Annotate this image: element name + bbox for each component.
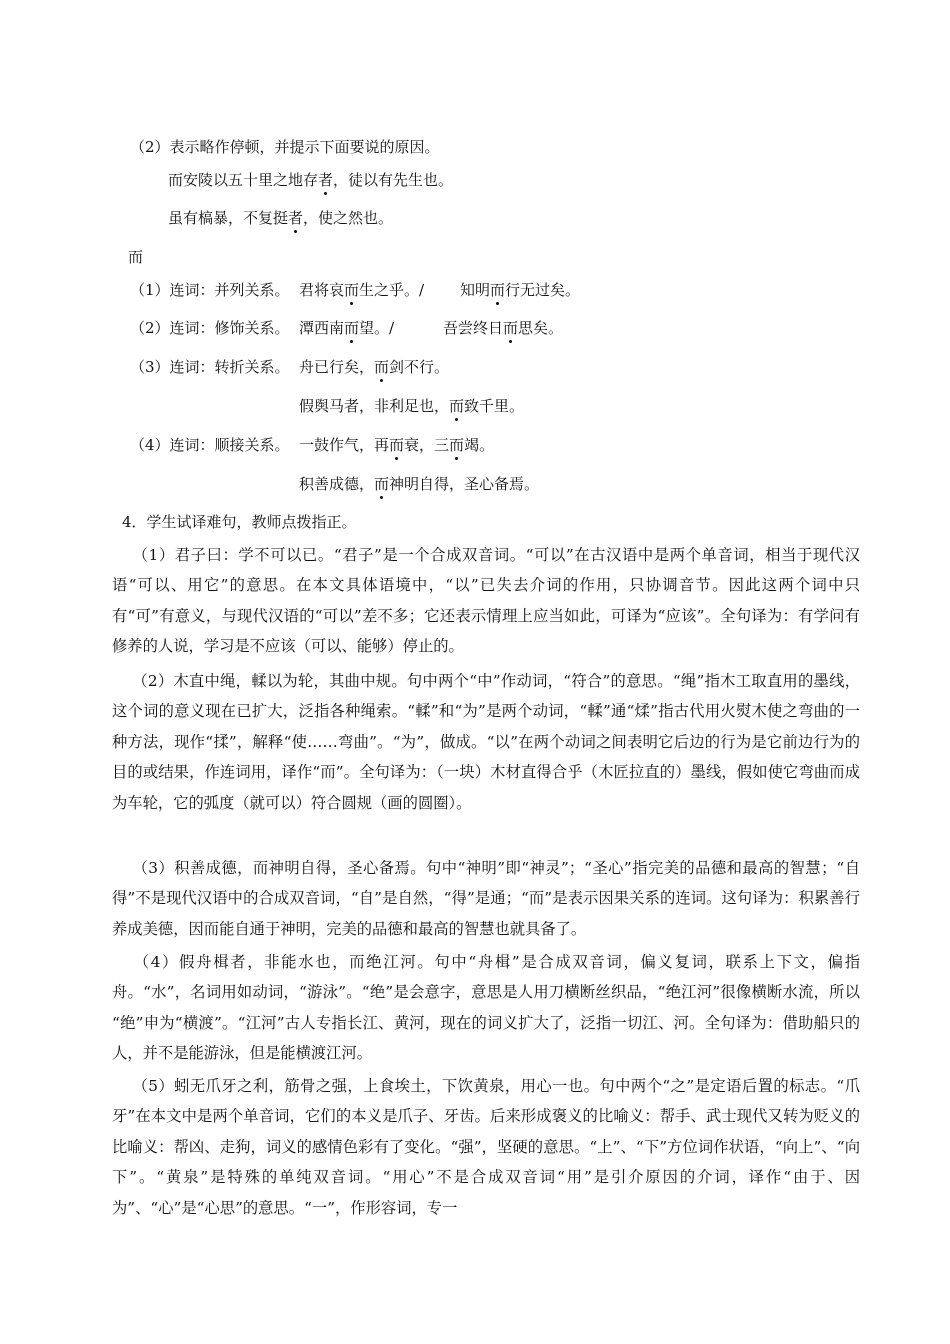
er-item3-ex2: [299, 396, 524, 416]
paragraph-text: （1）君子曰：学不可以已。“君子”是一个合成双音词。“可以”在古汉语中是两个单音词，相当于现代汉语“可以、用它”的意思。在本文具体语境中，“以”已失去介词的作用，只协调音节。因此这两个词中只有“可”有意义，与现代汉语的“可以”差不多；它还表示情理上应当如此，可译为“应该”。全句译为：有学问有修养的人说，学习是不应该（可以、能够）停止的。: [112, 546, 860, 656]
ex-text: 神明自得，圣心备焉。: [389, 475, 540, 493]
ex-text: 望。/: [359, 319, 395, 337]
zhe-ex2-pre: 虽有槁暴，不复挺: [168, 209, 289, 227]
paragraph-text: （2）木直中绳，輮以为轮，其曲中规。句中两个“中”作动词，“符合”的意思。“绳”指木工取直用的墨线，这个词的意义现在已扩大，泛指各种绳索。“輮”和“为”是两个动词，“輮”通“煣”指古代用火熨木使之弯曲的一种方法，现作“揉”，解释“使……弯曲”。“为”，做成。“以”在两个动词之间表明它后边的行为是它前边行为的目的或结果，作连词用，译作“而”。全句译为：（一块）木材直得合乎（木匠拉直的）墨线，假如使它弯曲而成为车轮，它的弧度（就可以）符合圆规（画的圆圈）。: [112, 672, 860, 812]
ex-text: 假舆马者，非利足也，: [299, 397, 450, 415]
emphasis-char: 而: [374, 475, 390, 493]
emphasis-char: 而: [344, 319, 360, 337]
zhe-ex1-post: ，徒以有先生也。: [333, 171, 454, 189]
er-item1-ex2: [460, 280, 580, 300]
er-item4-label: （4）连词：顺接关系。: [130, 436, 290, 454]
er-item3-ex1: [299, 357, 449, 377]
emphasis-char: 者: [318, 171, 334, 189]
paragraph-1: [112, 540, 860, 662]
zhe-ex2-post: ，使之然也。: [303, 209, 394, 227]
paragraph-4: [112, 947, 891, 1069]
ex-text: 竭。: [464, 436, 495, 454]
er-item3-label: （3）连词：转折关系。: [130, 358, 290, 376]
paragraph-3: [112, 853, 860, 944]
emphasis-char: 而: [374, 358, 390, 376]
er-item4-ex2: [299, 474, 539, 494]
ex-text: 舟已行矣，: [299, 358, 375, 376]
emphasis-char: 而: [389, 436, 405, 454]
er-item2-ex1: [299, 318, 394, 338]
ex-text: 衰，三: [404, 436, 450, 454]
er-item2-label: （2）连词：修饰关系。: [130, 319, 290, 337]
paragraph-text: （5）蚓无爪牙之利，筋骨之强，上食埃土，下饮黄泉，用心一也。句中两个“之”是定语后置的标志。“爪牙”在本文中是两个单音词，它们的本义是爪子、牙齿。后来形成褒义的比喻义：帮手、武士现代又转为贬义的比喻义：帮凶、走狗，词义的感情色彩有了变化。“强”，坚硬的意思。“上”、“下”方位词作状语，“向上”、“向下”。“黄泉”是特殊的单纯双音词。“用心”不是合成双音词“用”是引介原因的介词，译作“由于、因为”、“心”是“心思”的意思。“一”，作形容词，专一: [112, 1077, 860, 1217]
ex-text: 行无过矣。: [505, 281, 581, 299]
zhe-example-2: [168, 208, 393, 228]
er-heading: 而: [128, 248, 144, 266]
ex-text: 知明: [460, 281, 491, 299]
zhe-example-1: [168, 170, 453, 190]
paragraph-text: （4）假舟楫者，非能水也，而绝江河。句中“舟楫”是合成双音词，偏义复词，联系上下文，偏指舟。“水”，名词用如动词，“游泳”。“绝”是会意字，意思是人用刀横断丝织品，“绝江河”很像横断水流，所以 “绝”申为“横渡”。“江河”古人专指长江、黄河，现在的词义扩大了，泛指一切江、河。全句译为：借助船只的人，并不是能游泳，但是能横渡江河。: [112, 953, 891, 1063]
section4-heading: 4．学生试译难句，教师点拨指正。: [122, 513, 357, 531]
zhe-item2-label: （2）表示略作停顿，并提示下面要说的原因。: [130, 138, 440, 156]
er-item4-ex1: [299, 435, 494, 455]
emphasis-char: 而: [490, 281, 506, 299]
ex-text: 潭西南: [299, 319, 345, 337]
emphasis-char: 而: [344, 281, 360, 299]
er-item2-ex2: [443, 318, 563, 338]
ex-text: 生之乎。/: [359, 281, 425, 299]
paragraph-2: [112, 666, 860, 818]
er-item1-label: （1）连词：并列关系。: [130, 281, 290, 299]
emphasis-char: 而: [449, 397, 465, 415]
ex-text: 吾尝终日: [443, 319, 504, 337]
ex-text: 致千里。: [464, 397, 525, 415]
ex-text: 剑不行。: [389, 358, 450, 376]
emphasis-char: 者: [288, 209, 304, 227]
ex-text: 一鼓作气，再: [299, 436, 390, 454]
paragraph-5: [112, 1071, 860, 1223]
emphasis-char: 而: [449, 436, 465, 454]
emphasis-char: 而: [503, 319, 519, 337]
ex-text: 思矣。: [518, 319, 564, 337]
paragraph-text: （3）积善成德，而神明自得，圣心备焉。句中“神明”即“神灵”；“圣心”指完美的品德和最高的智慧；“自得”不是现代汉语中的合成双音词，“自”是自然，“得”是通；“而”是表示因果关系的连词。这句译为：积累善行养成美德，因而能自通于神明，完美的品德和最高的智慧也就具备了。: [112, 859, 860, 938]
zhe-ex1-pre: 而安陵以五十里之地存: [168, 171, 319, 189]
ex-text: 积善成德，: [299, 475, 375, 493]
ex-text: 君将哀: [299, 281, 345, 299]
er-item1-ex1: [299, 280, 424, 300]
